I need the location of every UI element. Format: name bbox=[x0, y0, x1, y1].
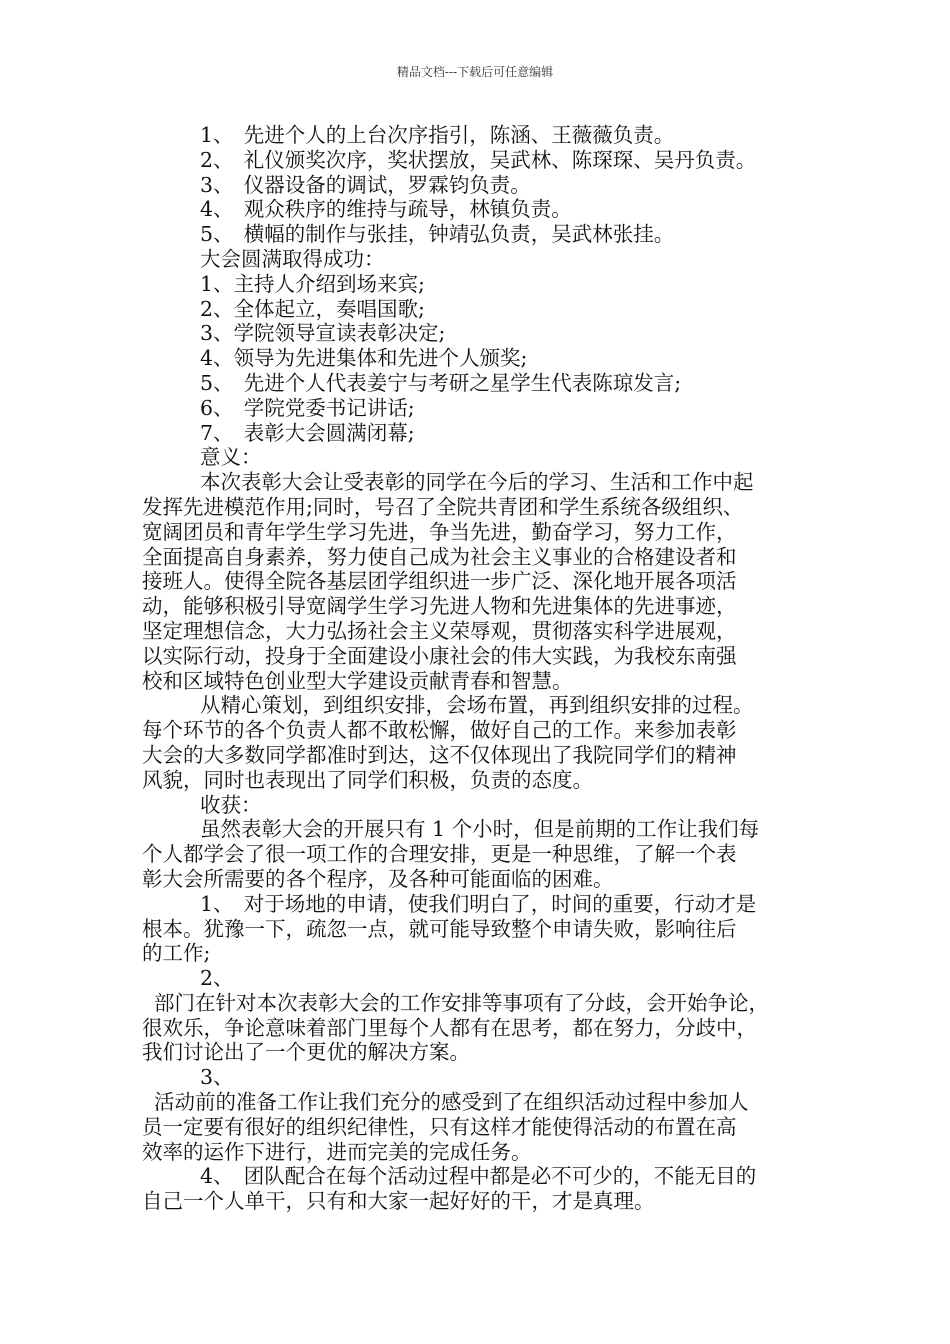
page-header: 精品文档---下载后可任意编辑 bbox=[396, 65, 554, 79]
text-line: 宽阔团员和青年学生学习先进，争当先进，勤奋学习，努力工作， bbox=[142, 519, 737, 544]
text-line: 很欢乐，争论意味着部门里每个人都有在思考，都在努力，分歧中， bbox=[142, 1015, 757, 1040]
text-line: 2、 礼仪颁奖次序，奖状摆放，吴武林、陈琛琛、吴丹负责。 bbox=[200, 147, 757, 172]
text-line: 7、 表彰大会圆满闭幕; bbox=[200, 420, 415, 445]
text-line: 从精心策划，到组织安排，会场布置，再到组织安排的过程。 bbox=[200, 693, 754, 718]
text-line: 4、 团队配合在每个活动过程中都是必不可少的，不能无目的 bbox=[200, 1164, 757, 1189]
text-line: 全面提高自身素养，努力使自己成为社会主义事业的合格建设者和 bbox=[142, 544, 737, 569]
text-line: 5、 横幅的制作与张挂，钟靖弘负责，吴武林张挂。 bbox=[200, 222, 675, 247]
document-body bbox=[142, 123, 832, 1214]
text-line: 1、 对于场地的申请，使我们明白了，时间的重要，行动才是 bbox=[200, 891, 757, 916]
text-line: 动，能够积极引导宽阔学生学习先进人物和先进集体的先进事迹， bbox=[142, 594, 737, 619]
text-line: 部门在针对本次表彰大会的工作安排等事项有了分歧，会开始争论， bbox=[154, 990, 769, 1015]
text-line: 每个环节的各个负责人都不敢松懈，做好自己的工作。来参加表彰 bbox=[142, 718, 737, 743]
text-line: 意义： bbox=[200, 445, 262, 470]
text-line: 个人都学会了很一项工作的合理安排，更是一种思维，了解一个表 bbox=[142, 842, 737, 867]
text-line: 效率的运作下进行，进而完美的完成任务。 bbox=[142, 1139, 532, 1164]
text-line: 风貌，同时也表现出了同学们积极，负责的态度。 bbox=[142, 767, 593, 792]
text-line: 4、 观众秩序的维持与疏导，林镇负责。 bbox=[200, 197, 572, 222]
text-line: 活动前的准备工作让我们充分的感受到了在组织活动过程中参加人 bbox=[154, 1090, 749, 1115]
text-line: 3、学院领导宣读表彰决定; bbox=[200, 321, 446, 346]
text-line: 3、 bbox=[200, 1065, 234, 1090]
text-line: 的工作; bbox=[142, 941, 211, 966]
text-line: 接班人。使得全院各基层团学组织进一步广泛、深化地开展各项活 bbox=[142, 569, 737, 594]
text-line: 发挥先进模范作用;同时，号召了全院共青团和学生系统各级组织、 bbox=[142, 494, 744, 519]
text-line: 坚定理想信念，大力弘扬社会主义荣辱观，贯彻落实科学进展观， bbox=[142, 618, 737, 643]
text-line: 2、全体起立，奏唱国歌; bbox=[200, 296, 425, 321]
text-line: 5、 先进个人代表姜宁与考研之星学生代表陈琼发言; bbox=[200, 370, 682, 395]
text-line: 2、 bbox=[200, 966, 234, 991]
text-line: 4、领导为先进集体和先进个人颁奖; bbox=[200, 346, 528, 371]
text-line: 员一定要有很好的组织纪律性，只有这样才能使得活动的布置在高 bbox=[142, 1114, 737, 1139]
text-line: 大会圆满取得成功： bbox=[200, 246, 385, 271]
text-line: 自己一个人单干，只有和大家一起好好的干，才是真理。 bbox=[142, 1189, 655, 1214]
text-line: 彰大会所需要的各个程序，及各种可能面临的困难。 bbox=[142, 866, 614, 891]
text-line: 1、主持人介绍到场来宾; bbox=[200, 271, 425, 296]
text-line: 校和区域特色创业型大学建设贡献青春和智慧。 bbox=[142, 668, 573, 693]
text-line: 收获： bbox=[200, 792, 262, 817]
text-line: 以实际行动，投身于全面建设小康社会的伟大实践，为我校东南强 bbox=[142, 643, 737, 668]
text-line: 大会的大多数同学都准时到达，这不仅体现出了我院同学们的精神 bbox=[142, 742, 737, 767]
text-line: 1、 先进个人的上台次序指引，陈涵、王薇薇负责。 bbox=[200, 123, 675, 147]
text-line: 根本。犹豫一下，疏忽一点，就可能导致整个申请失败，影响往后 bbox=[142, 916, 737, 941]
text-line: 我们讨论出了一个更优的解决方案。 bbox=[142, 1040, 470, 1065]
text-line: 虽然表彰大会的开展只有 1 个小时，但是前期的工作让我们每 bbox=[200, 817, 760, 842]
text-line: 3、 仪器设备的调试，罗霖钧负责。 bbox=[200, 172, 531, 197]
text-line: 6、 学院党委书记讲话; bbox=[200, 395, 415, 420]
text-line: 本次表彰大会让受表彰的同学在今后的学习、生活和工作中起 bbox=[200, 470, 754, 495]
